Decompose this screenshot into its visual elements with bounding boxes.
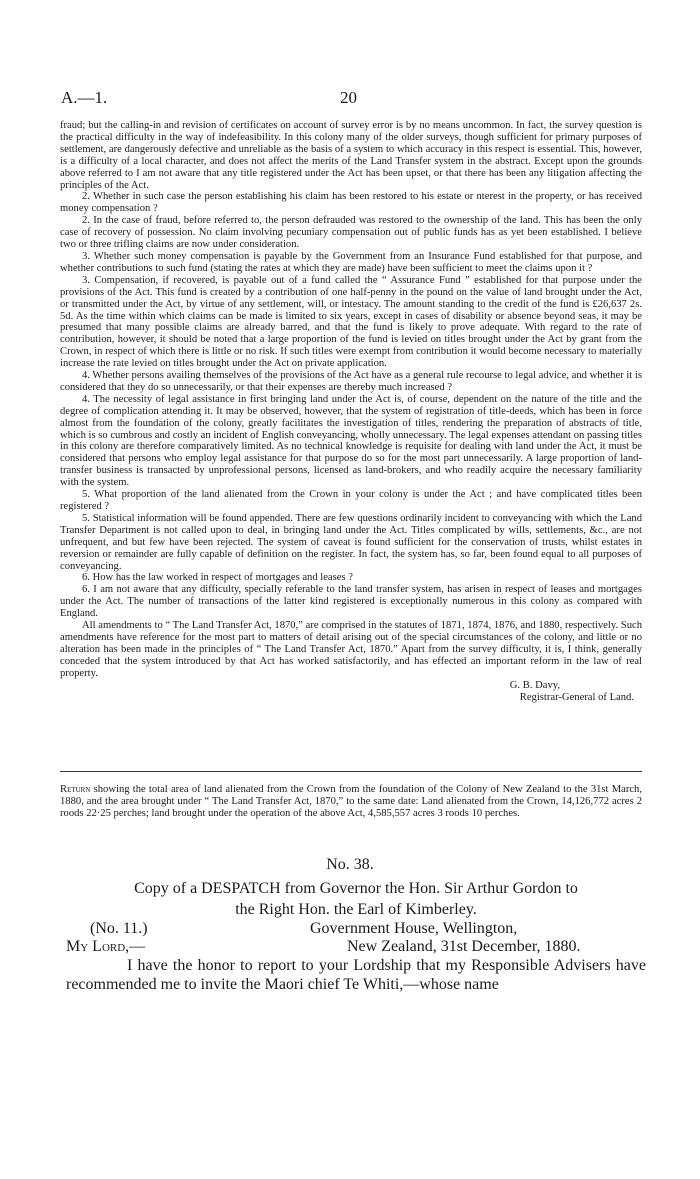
report-body bbox=[60, 120, 642, 703]
address-line-1: Government House, Wellington, bbox=[310, 920, 518, 937]
signature-title: Registrar-General of Land. bbox=[519, 691, 634, 703]
return-paragraph bbox=[60, 784, 642, 820]
answer-5: 5. Statistical information will be found appended. There are few questions ordinarily incident to conveyancing with which the Land Transfer Department is not called upon to deal, in bringing land under the Act. Titles complicated by wills, settlements, &c., are not unfrequent, and but few have been rejected. The system of caveat is found sufficient for the conservation of trusts, whilst estates in reversion or remainder are fully capable of definition on the register. In fact, the system has, so far, been found equal to all purposes of conveyancing. bbox=[60, 512, 642, 572]
question-5: 5. What proportion of the land alienated from the Crown in your colony is under the Act ; and have complicated titles been registered ? bbox=[60, 489, 642, 512]
return-note bbox=[60, 784, 642, 820]
despatch-number: No. 38. bbox=[326, 856, 374, 873]
answer-6: 6. I am not aware that any difficulty, specially referable to the land transfer system, has arisen in respect of leases and mortgages under the Act. The number of transactions of the latter kind registered is exceptionally numerous in this colony as compared with England. bbox=[60, 584, 642, 620]
despatch-meta bbox=[66, 920, 646, 956]
paragraph: fraud; but the calling-in and revision of certificates on account of survey error is by no means uncommon. In fact, the survey question is the practical difficulty in the way of indefeasibility. In this colony many of the older surveys, though sufficient for primary purposes of settlement, are dangerously defective and unreliable as the basis of a system to which accuracy in this respect is essential. This, however, is a difficulty of a local character, and does not affect the merits of the Land Transfer system in the abstract. Except upon the grounds above referred to I am not aware that any title registered under the Act has been upset, or that there has been any litigation affecting the principles of the Act. bbox=[60, 120, 642, 191]
section-divider bbox=[60, 771, 642, 772]
question-2: 2. Whether in such case the person establishing his claim has been restored to his estate or nterest in the property, or has received money compensation ? bbox=[60, 191, 642, 215]
page-number: 20 bbox=[340, 88, 357, 107]
section-reference: A.—1. bbox=[61, 88, 108, 107]
question-6: 6. How has the law worked in respect of mortgages and leases ? bbox=[82, 572, 353, 584]
despatch-paragraph: I have the honor to report to your Lordship that my Responsible Advisers have recommended me to invite the Maori chief Te Whiti,—whose name bbox=[66, 957, 646, 993]
salutation: My Lord,— bbox=[66, 938, 146, 955]
despatch-title bbox=[66, 878, 646, 920]
signature-name: G. B. Davy, bbox=[509, 679, 560, 691]
despatch-body bbox=[66, 956, 646, 994]
despatch-title-line-2: the Right Hon. the Earl of Kimberley. bbox=[235, 901, 477, 918]
amendments-paragraph: All amendments to “ The Land Transfer Act, 1870,” are comprised in the statutes of 1871, 1874, 1876, and 1880, respectively. Such amendments have reference for the most part to matters of detail arising out of the special circumstances of the colony, and little or no alteration has been made in the principles of “ The Land Transfer Act, 1870.” Apart from the survey difficulty, it is, I think, generally conceded that the system introduced by that Act has worked satisfactorily, and has effected an important reform in the law of real property. bbox=[60, 620, 642, 679]
question-4: 4. Whether persons availing themselves of the provisions of the Act have as a general rule recourse to legal advice, and whether it is considered that they do so unnecessarily, or that their expenses are thereby much increased ? bbox=[60, 370, 642, 393]
address-line-2: New Zealand, 31st December, 1880. bbox=[347, 938, 581, 955]
return-text: showing the total area of land alienated from the Crown from the foundation of the Colony of New Zealand to the 31st March, 1880, and the area brought under “ The Land Transfer Act, 1870,” to the same date: Land alienated from the Crown, 14,126,772 acres 2 roods 22·25 perches; land brought under the operation of the above Act, 4,585,557 acres 3 roods 10 perches. bbox=[60, 784, 642, 819]
return-lead: Return bbox=[60, 784, 91, 795]
answer-4: 4. The necessity of legal assistance in first bringing land under the Act is, of course, dependent on the nature of the title and the degree of complication attending it. It may be observed, however, that the system of registration of title-deeds, which has been in force almost from the foundation of the colony, greatly facilitates the investigation of titles, rendering the preparation of abstracts of title, which is so cumbrous and costly an incident of English conveyancing, wholly unnecessary. The legal expenses attendant on passing titles in this colony are therefore comparatively limited. As no technical knowledge is requisite for dealing with land under the Act, it must be considered that persons who employ legal assistance for that purpose do so for the most part unnecessarily. A large proportion of land-transfer business is transacted by unprofessional persons, licensed as land-brokers, and who readily acquire the necessary familiarity with the system. bbox=[60, 393, 642, 489]
answer-2: 2. In the case of fraud, before referred to, the person defrauded was restored to the ownership of the land. This has been the only case of recovery of possession. No claim involving pecuniary compensation out of public funds has as yet been established. I believe two or three trifling claims are now under consideration. bbox=[60, 215, 642, 251]
answer-3: 3. Compensation, if recovered, is payable out of a fund called the “ Assurance Fund ” established for that purpose under the provisions of the Act. This fund is created by a contribution of one half-penny in the pound on the value of land brought under the Act, or transmitted under the Act, by virtue of any settlement, will, or intestacy. The amount standing to the credit of the fund is £26,637 2s. 5d. As the time within which claims can be made is limited to six years, except in cases of disability or absence beyond seas, it may be presumed that many possible claims are already barred, and that the fund is likely to prove adequate. With regard to the rate of contribution, however, it should be noted that a large proportion of the fund is levied on titles brought under the Act by grant from the Crown, in respect of which there is little or no risk. If such titles were exempt from contribution it would become necessary to materially increase the rate levied on titles brought under the Act on private application. bbox=[60, 274, 642, 370]
despatch-ref: (No. 11.) bbox=[90, 920, 148, 937]
question-3: 3. Whether such money compensation is payable by the Government from an Insurance Fund established for that purpose, and whether contributions to such fund (stating the rates at which they are made) have been sufficient to meet the claims upon it ? bbox=[60, 250, 642, 274]
despatch-title-line-1: Copy of a DESPATCH from Governor the Hon. Sir Arthur Gordon to bbox=[134, 880, 578, 897]
